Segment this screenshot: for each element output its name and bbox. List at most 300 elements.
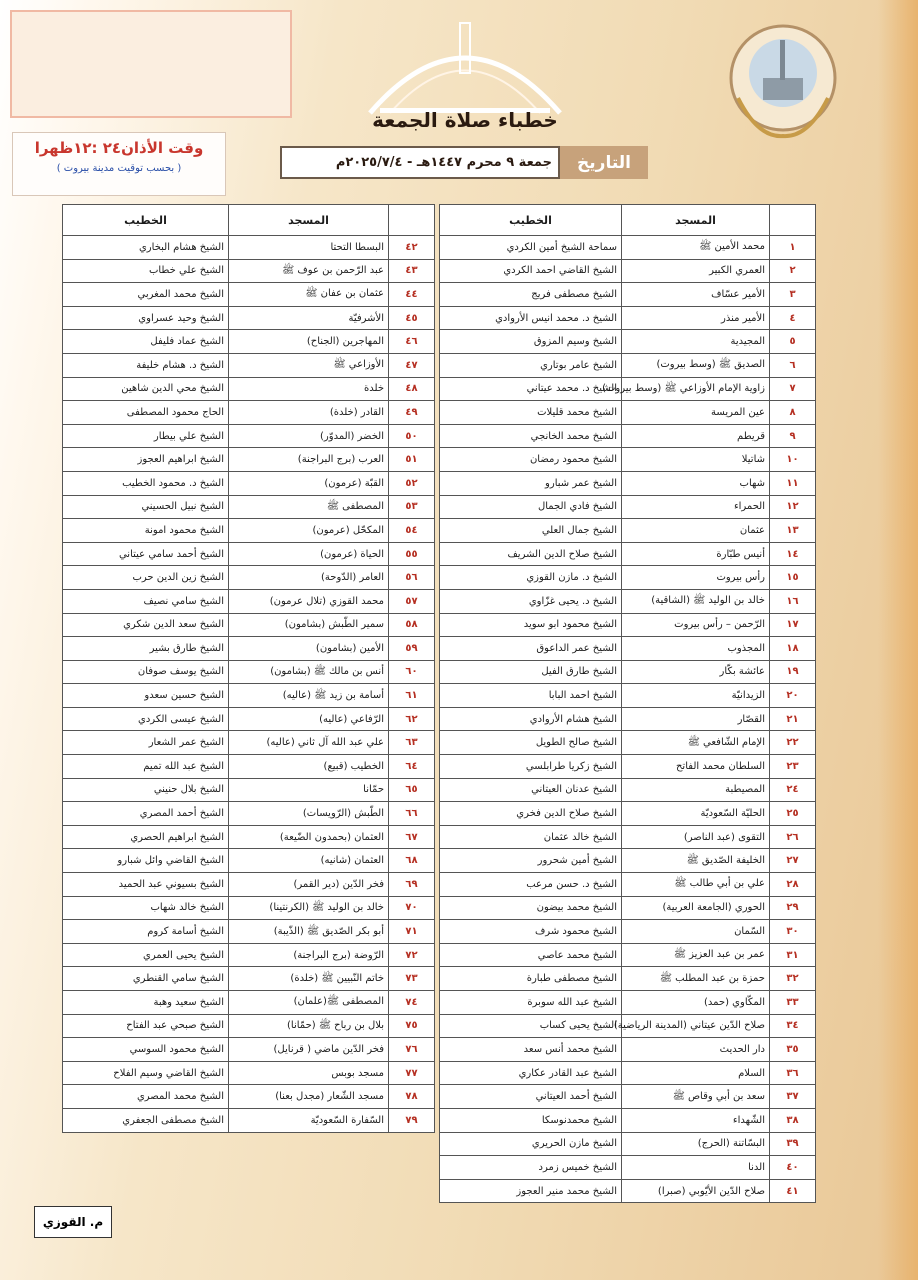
mosque-column-header: المسجد (622, 205, 770, 236)
mosque-cell: أنيس طبّارة (622, 542, 770, 566)
khatib-cell: الشيخ محمد منير العجوز (440, 1179, 622, 1203)
mosque-cell: عين المريسة (622, 401, 770, 425)
schedule-table-left (62, 204, 435, 1133)
mosque-cell: المكّاوي (حمد) (622, 991, 770, 1015)
table-row (440, 684, 816, 708)
table-row (63, 684, 435, 708)
table-row (440, 1132, 816, 1156)
mosque-cell: السلام (622, 1061, 770, 1085)
mosque-cell: المصيطبة (622, 778, 770, 802)
mosque-cell: المجذوب (622, 637, 770, 661)
row-number: ١٨ (770, 637, 816, 661)
khatib-cell: الشيخ خالد عثمان (440, 825, 622, 849)
mosque-cell: المكحّل (عرمون) (229, 519, 389, 543)
mosque-cell: العرب (برج البراجنة) (229, 448, 389, 472)
mosque-cell: عائشة بكّار (622, 660, 770, 684)
table-row (63, 613, 435, 637)
khatib-cell: الشيخ القاضي وائل شبارو (63, 849, 229, 873)
table-row (63, 424, 435, 448)
table-row (440, 1038, 816, 1062)
mosque-cell: سمير الطّبش (بشامون) (229, 613, 389, 637)
table-row (440, 731, 816, 755)
mosque-cell: البسطا التحتا (229, 236, 389, 260)
row-number: ٢٤ (770, 778, 816, 802)
khatib-cell: الشيخ أمين شحرور (440, 849, 622, 873)
mosque-cell: خالد بن الوليد ﷺ (الشاقية) (622, 589, 770, 613)
row-number: ٣٩ (770, 1132, 816, 1156)
row-number: ٦ (770, 353, 816, 377)
khatib-cell: الشيخ محمود رمضان (440, 448, 622, 472)
row-number: ٣٠ (770, 920, 816, 944)
mosque-cell: السّفارة السّعوديّة (229, 1108, 389, 1132)
table-header-row (440, 205, 816, 236)
khatib-cell: الشيخ ابراهيم العجوز (63, 448, 229, 472)
row-number: ٢٣ (770, 755, 816, 779)
row-number: ٤٠ (770, 1156, 816, 1180)
mosque-cell: الطّبش (الرّويسات) (229, 802, 389, 826)
khatib-cell: الشيخ جمال العلي (440, 519, 622, 543)
khatib-cell: الشيخ يحيى العمري (63, 943, 229, 967)
khatib-cell: الشيخ سامي نصيف (63, 589, 229, 613)
row-number: ٤٨ (389, 377, 435, 401)
row-number: ٥٢ (389, 471, 435, 495)
mosque-cell: الحليّة السّعوديّة (622, 802, 770, 826)
khatib-cell: الشيخ محمود امونة (63, 519, 229, 543)
row-number: ٤ (770, 306, 816, 330)
table-row (63, 825, 435, 849)
table-row (63, 542, 435, 566)
row-number: ١ (770, 236, 816, 260)
khatib-cell: الشيخ أحمد المصري (63, 802, 229, 826)
khatib-cell: الشيخ أحمد سامي عيتاني (63, 542, 229, 566)
table-row (440, 849, 816, 873)
table-row (63, 236, 435, 260)
table-row (63, 566, 435, 590)
row-number: ٦٥ (389, 778, 435, 802)
row-number: ٤٤ (389, 283, 435, 307)
row-number: ٤٥ (389, 306, 435, 330)
khatib-cell: الشيخ مازن الحريري (440, 1132, 622, 1156)
mosque-cell: شهاب (622, 471, 770, 495)
mosque-cell: الحياة (عرمون) (229, 542, 389, 566)
schedule-table-right (439, 204, 816, 1203)
table-row (63, 448, 435, 472)
khatib-cell: الشيخ محمود السوسي (63, 1038, 229, 1062)
table-row (440, 448, 816, 472)
mosque-cell: الشّهداء (622, 1108, 770, 1132)
date-row (280, 146, 648, 179)
table-row (63, 353, 435, 377)
date-label: التاريخ (560, 146, 648, 179)
table-row (63, 330, 435, 354)
table-row (440, 542, 816, 566)
mosque-cell: عبد الرّحمن بن عوف ﷺ (229, 259, 389, 283)
khatib-cell: الشيخ سامي القنطري (63, 967, 229, 991)
page-title: خطباء صلاة الجمعة (372, 108, 558, 132)
khatib-cell: الشيخ عمر الشعار (63, 731, 229, 755)
table-row (440, 1085, 816, 1109)
khatib-cell: الشيخ مصطفى فريج (440, 283, 622, 307)
khatib-cell: الشيخ وسيم المزوق (440, 330, 622, 354)
mosque-cell: الأمير عسّاف (622, 283, 770, 307)
row-number: ٢٨ (770, 873, 816, 897)
khatib-cell: الشيخ محمود ابو سويد (440, 613, 622, 637)
row-number: ٥٦ (389, 566, 435, 590)
row-number: ٢٩ (770, 896, 816, 920)
row-number: ١٢ (770, 495, 816, 519)
khatib-cell: الشيخ بسيوني عبد الحميد (63, 873, 229, 897)
table-row (440, 471, 816, 495)
table-row (63, 1108, 435, 1132)
mosque-cell: القبّة (عرمون) (229, 471, 389, 495)
khatib-cell: الشيخ محي الدين شاهين (63, 377, 229, 401)
mosque-cell: علي بن أبي طالب ﷺ (622, 873, 770, 897)
table-row (440, 802, 816, 826)
khatib-cell: الشيخ مصطفى الجعفري (63, 1108, 229, 1132)
table-row (440, 259, 816, 283)
mosque-cell: المصطفى ﷺ (229, 495, 389, 519)
table-row (63, 660, 435, 684)
khatib-cell: الشيخ محمد الخانجي (440, 424, 622, 448)
row-number: ٣٣ (770, 991, 816, 1015)
khatib-cell: الشيخ خميس زمرد (440, 1156, 622, 1180)
row-number: ٨ (770, 401, 816, 425)
row-number: ١٠ (770, 448, 816, 472)
row-number: ٤٧ (389, 353, 435, 377)
khatib-cell: الشيخ خالد شهاب (63, 896, 229, 920)
mosque-cell: حمزة بن عبد المطلب ﷺ (622, 967, 770, 991)
table-row (63, 637, 435, 661)
table-row (440, 967, 816, 991)
khatib-cell: الشيخ أحمد العيتاني (440, 1085, 622, 1109)
row-number: ٦٨ (389, 849, 435, 873)
row-number: ٣ (770, 283, 816, 307)
mosque-cell: المهاجرين (الجناح) (229, 330, 389, 354)
mosque-cell: حمّانا (229, 778, 389, 802)
mosque-cell: السّمان (622, 920, 770, 944)
row-number: ٢٥ (770, 802, 816, 826)
table-row (440, 236, 816, 260)
row-number: ٦٦ (389, 802, 435, 826)
mosque-cell: عثمان (622, 519, 770, 543)
table-row (63, 802, 435, 826)
table-row (440, 377, 816, 401)
row-number: ٧٢ (389, 943, 435, 967)
khatib-cell: الشيخ يحيى كساب (440, 1014, 622, 1038)
khatib-cell: الشيخ عبد الله تميم (63, 755, 229, 779)
number-column-header (770, 205, 816, 236)
khatib-cell: الشيخ طارق الفيل (440, 660, 622, 684)
table-row (63, 920, 435, 944)
row-number: ٥٨ (389, 613, 435, 637)
khatib-cell: الشيخ حسين سعدو (63, 684, 229, 708)
row-number: ٦١ (389, 684, 435, 708)
ministry-logo-icon (718, 18, 848, 148)
table-row (440, 660, 816, 684)
khatib-cell: الشيخ هشام البخاري (63, 236, 229, 260)
mosque-cell: العامر (الدّوحة) (229, 566, 389, 590)
khatib-cell: الشيخ د. محمود الخطيب (63, 471, 229, 495)
table-row (63, 401, 435, 425)
mosque-cell: الرّوضة (برج البراجنة) (229, 943, 389, 967)
khatib-cell: الشيخ سعد الدين شكري (63, 613, 229, 637)
table-row (440, 1014, 816, 1038)
khatib-cell: الشيخ عدنان العيتاني (440, 778, 622, 802)
khatib-cell: الشيخ محمدنوسكا (440, 1108, 622, 1132)
row-number: ٢ (770, 259, 816, 283)
table-row (63, 1038, 435, 1062)
mosque-cell: الأمير منذر (622, 306, 770, 330)
mosque-cell: المصطفى ﷺ(علمان) (229, 991, 389, 1015)
mosque-cell: الرّفاعي (عاليه) (229, 707, 389, 731)
table-row (440, 755, 816, 779)
mosque-cell: العثمان (شانيه) (229, 849, 389, 873)
table-row (63, 471, 435, 495)
table-row (440, 306, 816, 330)
khatib-cell: الشيخ بلال حنيني (63, 778, 229, 802)
khatib-cell: الشيخ احمد البابا (440, 684, 622, 708)
mosque-cell: الزيدانيّة (622, 684, 770, 708)
khatib-cell: الشيخ د. هشام خليفة (63, 353, 229, 377)
mosque-cell: قريطم (622, 424, 770, 448)
row-number: ٩ (770, 424, 816, 448)
row-number: ٧٩ (389, 1108, 435, 1132)
mosque-cell: الخضر (المدوّر) (229, 424, 389, 448)
table-row (440, 873, 816, 897)
table-row (440, 825, 816, 849)
row-number: ٣٧ (770, 1085, 816, 1109)
khatib-cell: الشيخ محمد المغربي (63, 283, 229, 307)
khatib-column-header: الخطيب (440, 205, 622, 236)
mosque-cell: الرّحمن – رأس بيروت (622, 613, 770, 637)
row-number: ٧ (770, 377, 816, 401)
khatib-cell: الشيخ يوسف صوفان (63, 660, 229, 684)
mosque-cell: علي عبد الله آل ثاني (عاليه) (229, 731, 389, 755)
khatib-cell: الشيخ محمد قليلات (440, 401, 622, 425)
row-number: ١١ (770, 471, 816, 495)
khatib-cell: الشيخ مصطفى طبارة (440, 967, 622, 991)
row-number: ٧٦ (389, 1038, 435, 1062)
row-number: ٣٤ (770, 1014, 816, 1038)
mosque-cell: عثمان بن عفان ﷺ (229, 283, 389, 307)
mosque-cell: السلطان محمد الفاتح (622, 755, 770, 779)
row-number: ٣٦ (770, 1061, 816, 1085)
mosque-cell: القصّار (622, 707, 770, 731)
khatib-cell: الشيخ القاضي احمد الكردي (440, 259, 622, 283)
khatib-cell: الحاج محمود المصطفى (63, 401, 229, 425)
row-number: ٦٣ (389, 731, 435, 755)
row-number: ٧٠ (389, 896, 435, 920)
mosque-cell: أنس بن مالك ﷺ (بشامون) (229, 660, 389, 684)
khatib-cell: الشيخ عبد القادر عكاري (440, 1061, 622, 1085)
row-number: ٥٧ (389, 589, 435, 613)
table-row (440, 424, 816, 448)
mosque-cell: الأشرفيّة (229, 306, 389, 330)
table-row (63, 731, 435, 755)
mosque-cell: مسجد الشّعار (مجدل بعنا) (229, 1085, 389, 1109)
adhan-time: وقت الأذان٢٤ :١٢ظهرا (34, 139, 204, 157)
table-row (440, 920, 816, 944)
table-row (63, 306, 435, 330)
table-row (63, 1061, 435, 1085)
khatib-cell: الشيخ صلاح الدين فخري (440, 802, 622, 826)
mosque-cell: التقوى (عبد الناصر) (622, 825, 770, 849)
mosque-cell: خاتم النّبيين ﷺ (خلدة) (229, 967, 389, 991)
khatib-cell: الشيخ د. محمد عيتاني (440, 377, 622, 401)
mosque-cell: أسامة بن زيد ﷺ (عاليه) (229, 684, 389, 708)
row-number: ٤٢ (389, 236, 435, 260)
row-number: ٣٢ (770, 967, 816, 991)
row-number: ٦٧ (389, 825, 435, 849)
table-row (440, 519, 816, 543)
row-number: ٧٥ (389, 1014, 435, 1038)
table-row (440, 566, 816, 590)
khatib-cell: الشيخ أسامة كروم (63, 920, 229, 944)
row-number: ٥٠ (389, 424, 435, 448)
row-number: ٥ (770, 330, 816, 354)
table-row (440, 637, 816, 661)
table-row (63, 873, 435, 897)
row-number: ٢٢ (770, 731, 816, 755)
khatib-cell: الشيخ زكريا طرابلسي (440, 755, 622, 779)
row-number: ٤٣ (389, 259, 435, 283)
table-row (440, 353, 816, 377)
khatib-cell: الشيخ عامر بوتاري (440, 353, 622, 377)
row-number: ١٥ (770, 566, 816, 590)
table-row (440, 1179, 816, 1203)
row-number: ١٩ (770, 660, 816, 684)
row-number: ٦٩ (389, 873, 435, 897)
table-row (440, 589, 816, 613)
khatib-cell: الشيخ د. مازن القوزي (440, 566, 622, 590)
khatib-cell: سماحة الشيخ أمين الكردي (440, 236, 622, 260)
khatib-cell: الشيخ عيسى الكردي (63, 707, 229, 731)
mosque-cell: دار الحديث (622, 1038, 770, 1062)
khatib-cell: الشيخ علي بيطار (63, 424, 229, 448)
khatib-cell: الشيخ محمد المصري (63, 1085, 229, 1109)
mosque-cell: بلال بن رباح ﷺ (حمّانا) (229, 1014, 389, 1038)
mosque-cell: الحوري (الجامعة العربية) (622, 896, 770, 920)
mosque-cell: العمري الكبير (622, 259, 770, 283)
row-number: ٢٠ (770, 684, 816, 708)
khatib-cell: الشيخ محمود شرف (440, 920, 622, 944)
table-row (440, 495, 816, 519)
row-number: ٧٨ (389, 1085, 435, 1109)
mosque-cell: خلدة (229, 377, 389, 401)
row-number: ١٧ (770, 613, 816, 637)
row-number: ٧٣ (389, 967, 435, 991)
row-number: ١٦ (770, 589, 816, 613)
table-row (440, 991, 816, 1015)
mosque-cell: القادر (خلدة) (229, 401, 389, 425)
mosque-cell: فخر الدّين (دير القمر) (229, 873, 389, 897)
khatib-column-header: الخطيب (63, 205, 229, 236)
row-number: ١٣ (770, 519, 816, 543)
table-row (63, 943, 435, 967)
mosque-cell: رأس بيروت (622, 566, 770, 590)
table-row (440, 1108, 816, 1132)
khatib-cell: الشيخ عبد الله سوبرة (440, 991, 622, 1015)
signature-box: م. القوزي (34, 1206, 112, 1238)
mosque-cell: فخر الدّين ماضي ( قرنايل) (229, 1038, 389, 1062)
date-value: جمعة ٩ محرم ١٤٤٧هـ - ٢٠٢٥/٧/٤م (280, 146, 560, 179)
mosque-cell: المجيدية (622, 330, 770, 354)
khatib-cell: الشيخ ابراهيم الحصري (63, 825, 229, 849)
table-row (440, 707, 816, 731)
row-number: ٦٤ (389, 755, 435, 779)
row-number: ٣٥ (770, 1038, 816, 1062)
mosque-cell: الأمين (بشامون) (229, 637, 389, 661)
mosque-cell: الحمراء (622, 495, 770, 519)
khatib-cell: الشيخ عمر شبارو (440, 471, 622, 495)
row-number: ٢٦ (770, 825, 816, 849)
table-row (63, 991, 435, 1015)
khatib-cell: الشيخ القاضي وسيم الفلاح (63, 1061, 229, 1085)
table-row (63, 519, 435, 543)
table-row (440, 943, 816, 967)
table-row (63, 377, 435, 401)
mosque-cell: أبو بكر الصّديق ﷺ (الذّيبة) (229, 920, 389, 944)
khatib-cell: الشيخ محمد أنس سعد (440, 1038, 622, 1062)
khatib-cell: الشيخ سعيد وهبة (63, 991, 229, 1015)
mosque-cell: صلاح الدّين عيتاني (المدينة الرياضية) (622, 1014, 770, 1038)
mosque-cell: البسّاتنة (الحرج) (622, 1132, 770, 1156)
mosque-cell: سعد بن أبي وقاص ﷺ (622, 1085, 770, 1109)
row-number: ٥٣ (389, 495, 435, 519)
mosque-cell: الإمام الشّافعي ﷺ (622, 731, 770, 755)
row-number: ٤٩ (389, 401, 435, 425)
mosque-cell: عمر بن عبد العزيز ﷺ (622, 943, 770, 967)
row-number: ٦٢ (389, 707, 435, 731)
row-number: ٤٦ (389, 330, 435, 354)
mosque-column-header: المسجد (229, 205, 389, 236)
row-number: ٣٨ (770, 1108, 816, 1132)
adhan-note: ( بحسب توقيت مدينة بيروت ) (56, 163, 182, 174)
khatib-cell: الشيخ صلاح الدين الشريف (440, 542, 622, 566)
table-row (440, 613, 816, 637)
khatib-cell: الشيخ وحيد عسراوي (63, 306, 229, 330)
row-number: ٢٧ (770, 849, 816, 873)
khatib-cell: الشيخ نبيل الحسيني (63, 495, 229, 519)
row-number: ٥٥ (389, 542, 435, 566)
row-number: ٧٤ (389, 991, 435, 1015)
khatib-cell: الشيخ محمد عاصي (440, 943, 622, 967)
mosque-cell: خالد بن الوليد ﷺ (الكرنتينا) (229, 896, 389, 920)
mosque-cell: الخليفة الصّديق ﷺ (622, 849, 770, 873)
number-column-header (389, 205, 435, 236)
table-row (63, 849, 435, 873)
table-row (63, 967, 435, 991)
table-row (63, 283, 435, 307)
mosque-cell: الصديق ﷺ (وسط بيروت) (622, 353, 770, 377)
table-header-row (63, 205, 435, 236)
row-number: ٢١ (770, 707, 816, 731)
khatib-cell: الشيخ علي خطاب (63, 259, 229, 283)
khatib-cell: الشيخ فادي الجمال (440, 495, 622, 519)
adhan-time-box (12, 132, 226, 196)
table-row (63, 778, 435, 802)
mosque-cell: محمد الأمين ﷺ (622, 236, 770, 260)
table-row (63, 707, 435, 731)
mosque-cell: الخطيب (قبيع) (229, 755, 389, 779)
khatib-cell: الشيخ د. يحيى غزّاوي (440, 589, 622, 613)
blank-header-box (10, 10, 292, 118)
mosque-cell: الدنا (622, 1156, 770, 1180)
khatib-cell: الشيخ عمر الداعوق (440, 637, 622, 661)
table-row (440, 283, 816, 307)
table-row (440, 330, 816, 354)
table-row (63, 896, 435, 920)
